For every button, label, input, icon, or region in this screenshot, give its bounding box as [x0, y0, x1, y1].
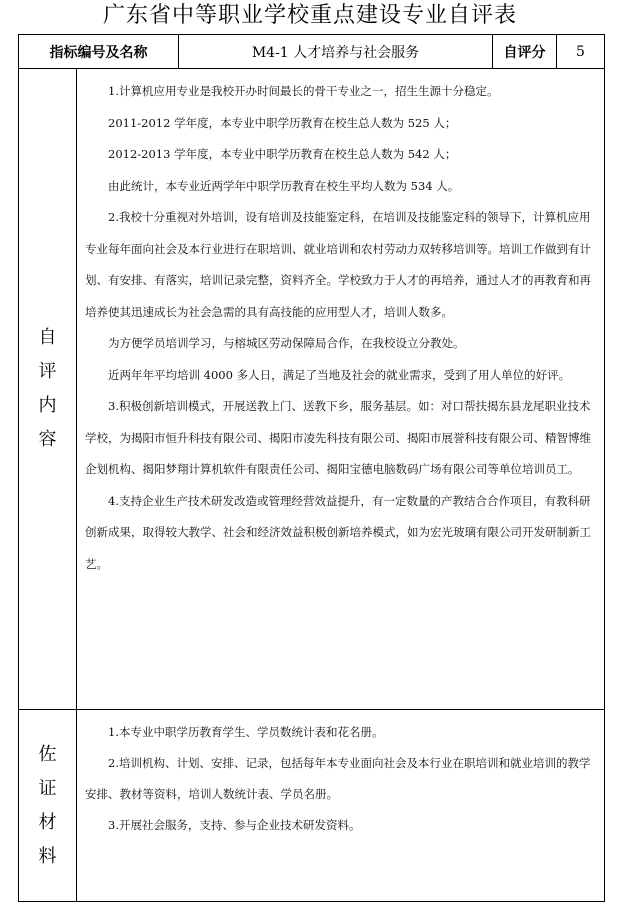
content-paragraph: 2011-2012 学年度，本专业中职学历教育在校生总人数为 525 人；	[108, 115, 457, 130]
score-label: 自评分	[493, 35, 557, 68]
self-eval-content	[85, 76, 601, 580]
content-paragraph: 近两年年平均培训 4000 多人日，满足了当地及社会的就业需求，受到了用人单位的好评。	[108, 367, 571, 382]
label-char: 材	[38, 811, 57, 833]
label-char: 内	[38, 394, 57, 416]
content-paragraph: 3.积极创新培训模式，开展送教上门、送教下乡，服务基层。如：对口帮扶揭东县龙尾职业技术学校，为揭阳市恒升科技有限公司、揭阳市凌先科技有限公司、揭阳市展誉科技有限公司、精智博维企划机构、揭阳梦翔计算机软件有限责任公司、揭阳宝德电脑数码广场有限公司等单位培训员工。	[85, 399, 591, 476]
content-paragraph: 4.支持企业生产技术研发改造或管理经营效益提升，有一定数量的产教结合合作项目，有教科研创新成果，取得较大教学、社会和经济效益积极创新培养模式，如为宏光玻璃有限公司开发研制新工艺。	[85, 493, 591, 571]
supporting-materials-label	[19, 710, 77, 901]
content-paragraph: 1.计算机应用专业是我校开办时间最长的骨干专业之一，招生生源十分稳定。	[108, 84, 499, 98]
content-paragraph: 2.我校十分重视对外培训，设有培训及技能鉴定科，在培训及技能鉴定科的领导下，计算机应用专业每年面向社会及本行业进行在职培训、就业培训和农村劳动力双转移培训等。培训工作做到有计划、有安排、有落实，培训记录完整，资料齐全。学校致力于人才的再培养，通过人才的再教育和再培养使其迅速成长为社会急需的具有高技能的应用型人才，培训人数多。	[85, 210, 591, 319]
label-char: 自	[38, 326, 57, 348]
label-char: 容	[38, 428, 57, 450]
self-eval-content-label	[19, 68, 77, 709]
indicator-name: M4-1 人才培养与社会服务	[179, 35, 493, 68]
evaluation-table	[18, 34, 605, 902]
label-char: 佐	[38, 743, 57, 765]
material-item: 3.开展社会服务，支持、参与企业技术研发资料。	[108, 818, 361, 832]
section-divider	[19, 709, 604, 710]
header-row	[19, 35, 604, 69]
material-item: 2.培训机构、计划、安排、记录，包括每年本专业面向社会及本行业在职培训和就业培训的教学安排、教材等资料，培训人数统计表、学员名册。	[85, 756, 591, 801]
label-char: 证	[38, 777, 57, 799]
supporting-materials-content	[85, 717, 601, 841]
material-item: 1.本专业中职学历教育学生、学员数统计表和花名册。	[108, 725, 384, 739]
content-paragraph: 2012-2013 学年度，本专业中职学历教育在校生总人数为 542 人；	[108, 147, 457, 161]
score-value: 5	[576, 43, 585, 60]
content-paragraph: 由此统计，本专业近两学年中职学历教育在校生平均人数为 534 人。	[108, 178, 460, 193]
indicator-label: 指标编号及名称	[19, 35, 179, 68]
label-char: 料	[38, 845, 57, 867]
form-title: 广东省中等职业学校重点建设专业自评表	[102, 3, 517, 28]
content-paragraph: 为方便学员培训学习，与榕城区劳动保障局合作，在我校设立分教处。	[108, 336, 465, 350]
label-char: 评	[38, 360, 57, 382]
